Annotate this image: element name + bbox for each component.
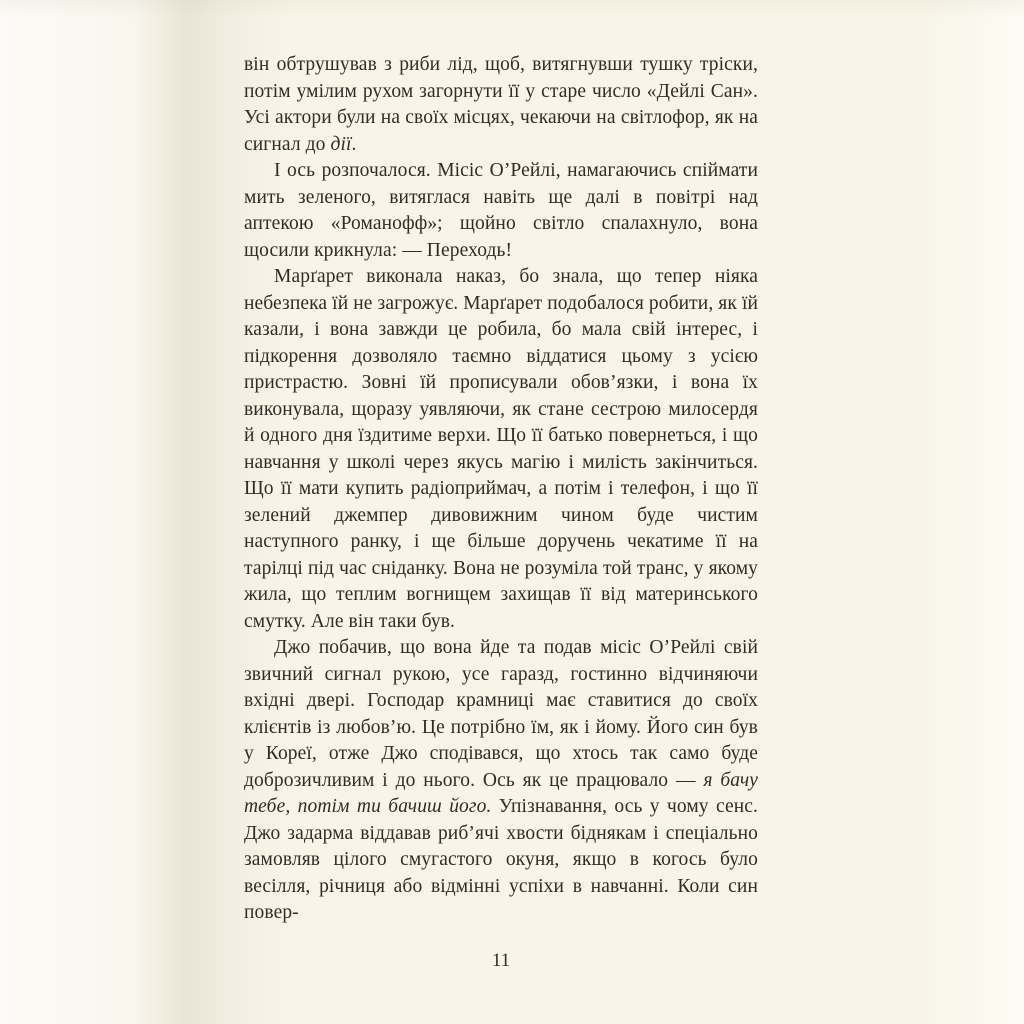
paragraph bbox=[244, 52, 758, 158]
text-segment: І ось розпочалося. Місіс О’Рейлі, намагаючись спіймати мить зеленого, витяглася навіть ще далі в повітрі над аптекою «Романофф»; щойно світло спалахнуло, вона щосили крикнула: — Переходь! bbox=[244, 160, 758, 261]
text-block bbox=[244, 52, 758, 927]
paragraph bbox=[244, 635, 758, 927]
paragraph bbox=[244, 264, 758, 635]
text-segment: він обтрушував з риби лід, щоб, витягнувши тушку тріски, потім умілим рухом загорнути її у старе число «Дейлі Сан». Усі актори були на своїх місцях, чекаючи на світлофор, як на сигнал до bbox=[244, 54, 758, 155]
text-segment: Джо побачив, що вона йде та подав місіс О’Рейлі свій звичний сигнал рукою, усе гаразд, гостинно відчиняючи вхідні двері. Господар крамниці має ставитися до своїх клієнтів із любов’ю. Це потрібно їм, як і йому. Його син був у Кореї, отже Джо сподівався, що хтось так само буде доброзичливим і до нього. Ось як це працювало — bbox=[244, 637, 758, 791]
text-segment: Упізнавання, ось у чому сенс. Джо задарма віддавав риб’ячі хвости біднякам і спеціально замовляв цілого смугастого окуня, якщо в когось було весілля, річниця або відмінні успіхи в навчанні. Коли син повер- bbox=[244, 796, 758, 923]
italic-text-segment: я бачу тебе, потім ти бачиш його. bbox=[244, 769, 758, 817]
text-segment: . bbox=[351, 133, 357, 155]
page-number: 11 bbox=[491, 950, 511, 971]
italic-text-segment: дії bbox=[330, 133, 352, 155]
text-segment: Марґарет виконала наказ, бо знала, що тепер ніяка небезпека їй не загрожує. Марґарет подобалося робити, як їй казали, і вона завжди це робила, бо мала свій інтерес, і підкорення дозволяло таємно віддатися цьому з усією пристрастю. Зовні їй прописували обов’язки, і вона їх виконувала, щоразу уявляючи, як стане сестрою милосердя й одного дня їздитиме верхи. Що її батько повернеться, і що навчання у школі через якусь магію і милість закінчиться. Що її мати купить радіоприймач, а потім і телефон, і що її зелений джемпер дивовижним чином буде чистим наступного ранку, і ще більше доручень чекатиме її на тарілці під час сніданку. Вона не розуміла той транс, у якому жила, що теплим вогнищем захищав її від материнського смутку. Але він таки був. bbox=[244, 266, 758, 632]
paragraph bbox=[244, 158, 758, 264]
